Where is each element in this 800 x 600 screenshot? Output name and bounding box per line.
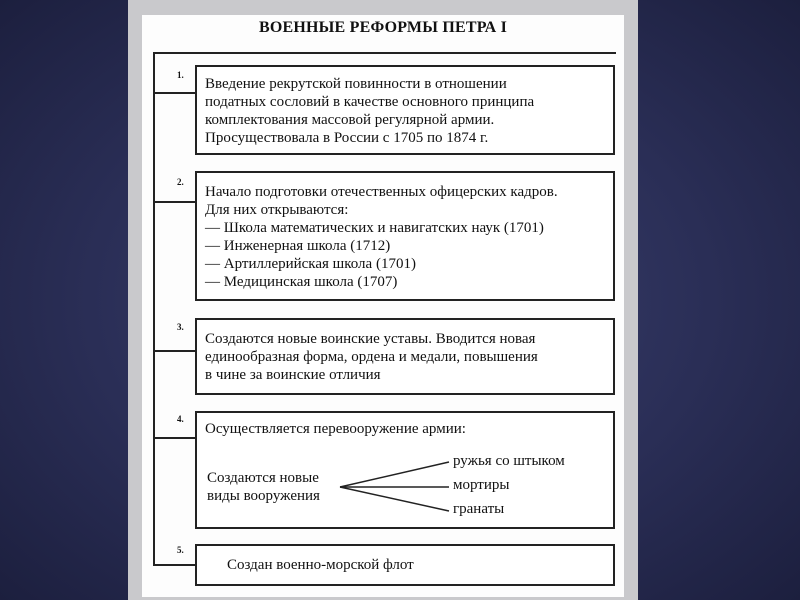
reform-box-4 [195, 411, 615, 529]
connector-1 [153, 92, 195, 94]
text-line: Осуществляется перевооружение армии: [205, 421, 466, 437]
reform-number: 1. [177, 70, 184, 80]
text-line: податных сословий в качестве основного принципа [205, 94, 535, 110]
weapon-item: ружья со штыком [453, 453, 565, 469]
text-line: Создаются новые [207, 470, 319, 486]
weapon-item: мортиры [453, 477, 510, 493]
branch-arrows [197, 413, 617, 531]
reform-number: 3. [177, 322, 184, 332]
reform-number: 4. [177, 414, 184, 424]
text-line: — Школа математических и навигатских наук (1701) [205, 220, 544, 236]
text-line: Введение рекрутской повинности в отношении [205, 76, 507, 92]
reform-box-3 [195, 318, 615, 395]
text-line: в чине за воинские отличия [205, 367, 381, 383]
connector-3 [153, 350, 195, 352]
connector-4 [153, 437, 195, 439]
reform-box-5 [195, 544, 615, 586]
reform-number: 5. [177, 545, 184, 555]
text-line: единообразная форма, ордена и медали, повышения [205, 349, 538, 365]
text-line: — Инженерная школа (1712) [205, 238, 391, 254]
reform-number: 2. [177, 177, 184, 187]
text-line: — Медицинская школа (1707) [205, 274, 398, 290]
text-line: — Артиллерийская школа (1701) [205, 256, 416, 272]
weapon-item: гранаты [453, 501, 505, 517]
reform-box-1 [195, 65, 615, 155]
reform-box-2 [195, 171, 615, 301]
diagram-title: ВОЕННЫЕ РЕФОРМЫ ПЕТРА I [258, 19, 508, 36]
text-line: Создан военно-морской флот [227, 557, 414, 573]
text-line: Создаются новые воинские уставы. Вводится новая [205, 331, 536, 347]
text-line: комплектования массовой регулярной армии. [205, 112, 495, 128]
text-line: Начало подготовки отечественных офицерских кадров. [205, 184, 558, 200]
branch-line [340, 487, 449, 511]
bracket-vertical [153, 52, 155, 566]
connector-2 [153, 201, 195, 203]
connector-5 [153, 564, 195, 566]
text-line: виды вооружения [207, 488, 320, 504]
text-line: Для них открываются: [205, 202, 349, 218]
branch-line [340, 462, 449, 487]
top-rule [153, 52, 616, 54]
text-line: Просуществовала в России с 1705 по 1874 г. [205, 130, 489, 146]
